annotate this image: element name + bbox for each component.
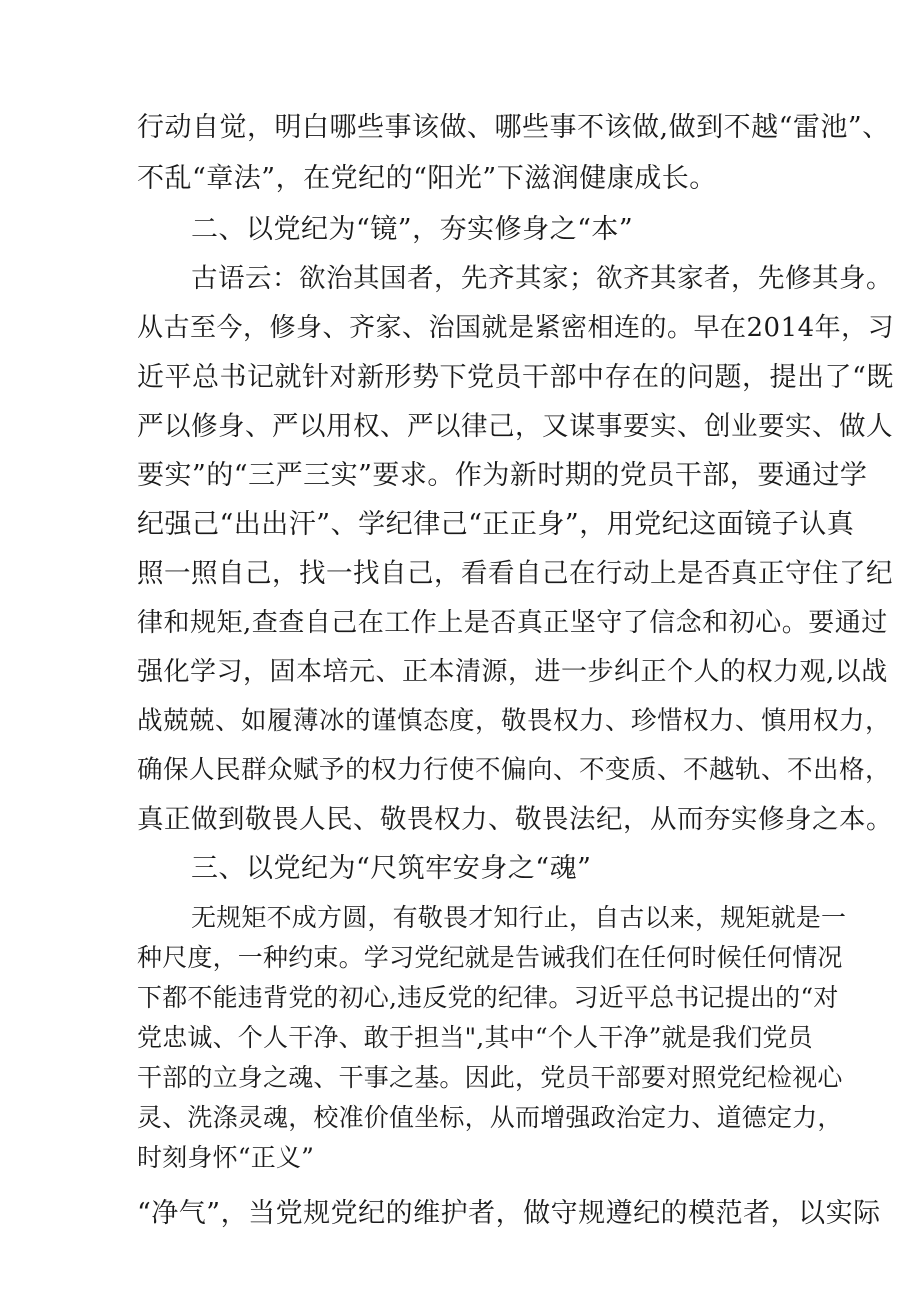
paragraph-2-line-3: 近平总书记就针对新形势下党员干部中存在的问题，提出了“既 <box>137 362 894 393</box>
paragraph-3-line-5: 干部的立身之魂、干事之基。因此，党员干部要对照党纪检视心 <box>137 1063 843 1092</box>
paragraph-3-line-6: 灵、洗涤灵魂，校准价值坐标，从而增强政治定力、道德定力， <box>137 1103 843 1132</box>
paragraph-2-line-4: 严以修身、严以用权、严以律己，又谋事要实、创业要实、做人 <box>137 411 893 442</box>
paragraph-1-line-1: 行动自觉，明白哪些事该做、哪些事不该做,做到不越“雷池”、 <box>137 112 890 143</box>
section-heading-2: 二、以党纪为“镜”，夯实修身之“本” <box>191 214 634 245</box>
paragraph-3-line-1: 无规矩不成方圆，有敬畏才知行止，自古以来，规矩就是一 <box>191 903 847 932</box>
paragraph-2-line-6: 纪强己“出出汗”、学纪律己“正正身”，用党纪这面镜子认真 <box>137 509 855 540</box>
paragraph-2-line-11: 确保人民群众赋予的权力行使不偏向、不变质、不越轨、不出格， <box>137 755 892 785</box>
paragraph-2-line-2: 从古至今，修身、齐家、治国就是紧密相连的。早在2014年，习 <box>137 313 895 343</box>
paragraph-2-line-12: 真正做到敬畏人民、敬畏权力、敬畏法纪，从而夯实修身之本。 <box>137 804 893 835</box>
section-heading-3: 三、以党纪为“尺筑牢安身之“魂” <box>191 853 592 884</box>
paragraph-2-line-5: 要实”的“三严三实”要求。作为新时期的党员干部，要通过学 <box>137 460 868 491</box>
paragraph-2-line-1: 古语云：欲治其国者，先齐其家；欲齐其家者，先修其身。 <box>191 263 893 294</box>
paragraph-4-line-1: “净气”，当党规党纪的维护者，做守规遵纪的模范者，以实际 <box>137 1198 881 1229</box>
paragraph-2-line-10: 战兢兢、如履薄冰的谨慎态度，敬畏权力、珍惜权力、慎用权力， <box>137 706 892 736</box>
paragraph-3-line-3: 下都不能违背党的初心,违反党的纪律。习近平总书记提出的“对 <box>137 983 839 1012</box>
paragraph-2-line-8: 律和规矩,查查自己在工作上是否真正坚守了信念和初心。要通过 <box>137 608 888 638</box>
paragraph-3-line-2: 种尺度，一种约束。学习党纪就是告诫我们在任何时候任何情况 <box>137 943 843 972</box>
paragraph-3-line-4: 党忠诚、个人干净、敢于担当",其中“个人干净”就是我们党员 <box>137 1023 813 1052</box>
paragraph-3-line-7: 时刻身怀“正义” <box>137 1143 315 1172</box>
paragraph-2-line-7: 照一照自己，找一找自己，看看自己在行动上是否真正守住了纪 <box>137 558 893 589</box>
paragraph-2-line-9: 强化学习，固本培元、正本清源，进一步纠正个人的权力观,以战 <box>137 657 888 687</box>
paragraph-1-line-2: 不乱“章法”，在党纪的“阳光”下滋润健康成长。 <box>137 163 717 194</box>
